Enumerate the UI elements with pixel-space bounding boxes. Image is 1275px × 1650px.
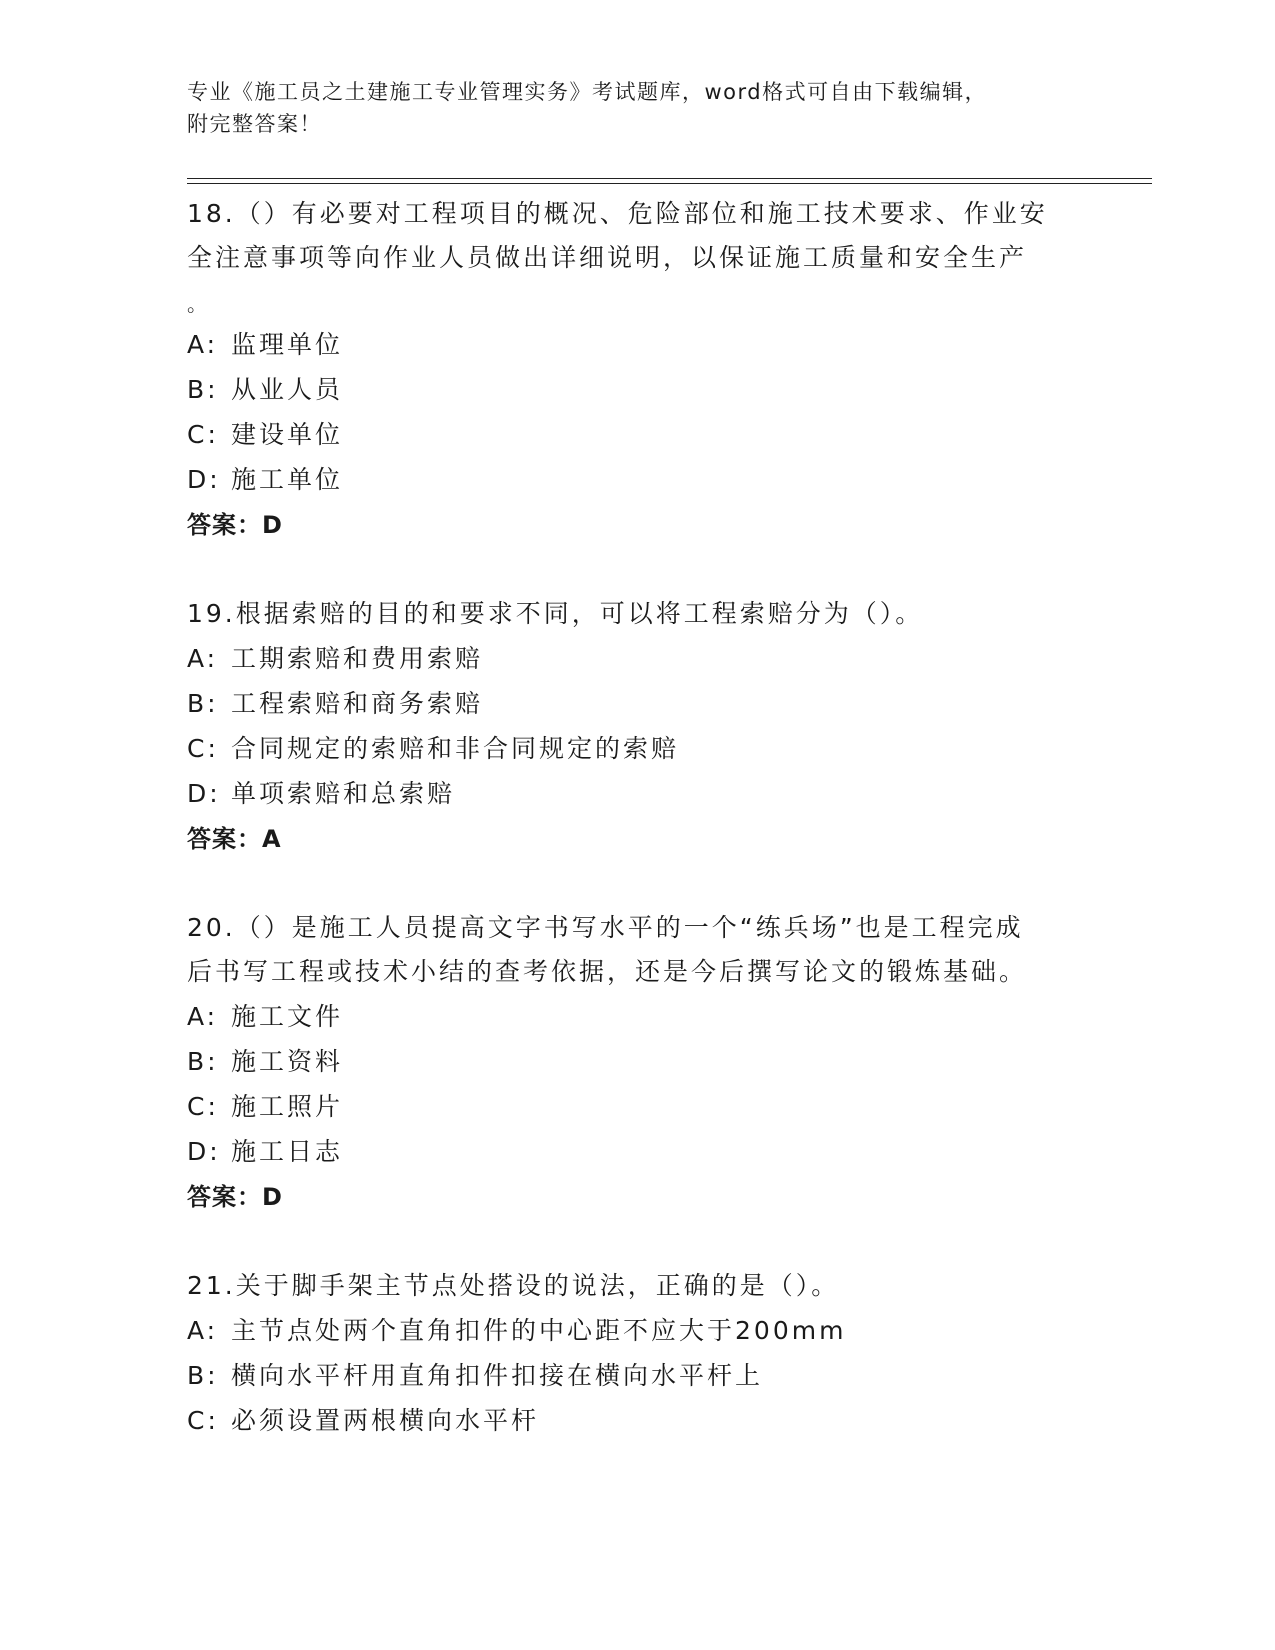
header-divider-bottom [187,183,1152,184]
option-letter: C: [187,1092,219,1121]
option-letter: A: [187,330,219,359]
answer-line: 答案：A [187,825,282,853]
option-letter: A: [187,1316,219,1345]
question-stem-line: 18.（）有必要对工程项目的概况、危险部位和施工技术要求、作业安 [187,199,1048,228]
question-stem-line: 20.（）是施工人员提高文字书写水平的一个“练兵场”也是工程完成 [187,913,1024,942]
option-letter: B: [187,1361,219,1390]
question-stem-line: 19.根据索赔的目的和要求不同，可以将工程索赔分为（）。 [187,599,924,628]
option-letter: A: [187,1002,219,1031]
option-text: 施工单位 [231,465,344,494]
option-d [187,771,1087,816]
option-b [187,681,1087,726]
option-letter: A: [187,644,219,673]
option-d [187,1129,1087,1174]
option-letter: D: [187,465,221,494]
option-b [187,1039,1087,1084]
option-text: 施工文件 [231,1002,344,1031]
option-c [187,412,1087,457]
option-text: 横向水平杆用直角扣件扣接在横向水平杆上 [231,1361,764,1390]
option-c [187,1398,1087,1443]
option-letter: C: [187,1406,219,1435]
option-c [187,1084,1087,1129]
header-line-1: 专业《施工员之土建施工专业管理实务》考试题库，word格式可自由下载编辑， [187,80,988,104]
option-letter: B: [187,689,219,718]
option-a [187,994,1087,1039]
option-letter: C: [187,734,219,763]
option-letter: D: [187,779,221,808]
answer-line: 答案：D [187,511,283,539]
option-text: 主节点处两个直角扣件的中心距不应大于200mm [231,1316,847,1345]
option-d [187,457,1087,502]
option-text: 合同规定的索赔和非合同规定的索赔 [231,734,680,763]
option-text: 单项索赔和总索赔 [231,779,456,808]
question-19 [187,592,1087,862]
option-a [187,636,1087,681]
option-b [187,1353,1087,1398]
question-21 [187,1264,1087,1443]
document-header [187,76,1077,140]
question-stem-line: 全注意事项等向作业人员做出详细说明，以保证施工质量和安全生产 [187,243,1028,272]
option-text: 从业人员 [231,375,344,404]
option-text: 工期索赔和费用索赔 [231,644,484,673]
question-stem-line: 后书写工程或技术小结的查考依据，还是今后撰写论文的锻炼基础。 [187,957,1028,986]
option-text: 建设单位 [231,420,344,449]
option-c [187,726,1087,771]
header-divider-top [187,178,1152,179]
question-list [187,192,1087,1443]
option-a [187,1308,1087,1353]
option-text: 监理单位 [231,330,344,359]
option-text: 必须设置两根横向水平杆 [231,1406,540,1435]
option-text: 施工照片 [231,1092,344,1121]
option-letter: C: [187,420,219,449]
option-text: 工程索赔和商务索赔 [231,689,484,718]
option-text: 施工日志 [231,1137,344,1166]
option-letter: B: [187,1047,219,1076]
option-text: 施工资料 [231,1047,344,1076]
question-stem-line: 21.关于脚手架主节点处搭设的说法，正确的是（）。 [187,1271,840,1300]
header-line-2: 附完整答案！ [187,112,322,136]
option-letter: B: [187,375,219,404]
option-letter: D: [187,1137,221,1166]
option-b [187,367,1087,412]
answer-line: 答案：D [187,1183,283,1211]
question-18 [187,192,1087,548]
question-stem-line: 。 [187,292,210,316]
option-a [187,322,1087,367]
question-20 [187,906,1087,1220]
